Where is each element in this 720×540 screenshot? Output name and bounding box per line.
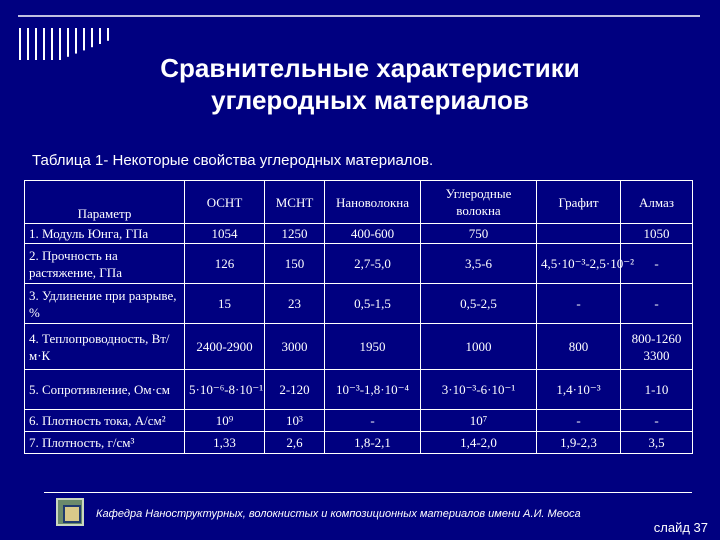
column-header: ОСНТ xyxy=(185,181,265,224)
decorative-lines xyxy=(0,0,720,60)
table-cell: 1054 xyxy=(185,224,265,244)
table-cell: 10⁹ xyxy=(185,410,265,432)
table-row xyxy=(25,432,693,454)
table-cell: - xyxy=(325,410,421,432)
table-cell: 3,5-6 xyxy=(421,244,537,284)
slide-title: Сравнительные характеристики углеродных материалов xyxy=(160,53,580,115)
table-cell: 800 xyxy=(537,324,621,370)
table-cell: 1050 xyxy=(621,224,693,244)
column-header: МСНТ xyxy=(265,181,325,224)
table-cell: 3,5 xyxy=(621,432,693,454)
table-cell: 0,5-2,5 xyxy=(421,284,537,324)
slide-number: слайд 37 xyxy=(653,520,708,535)
table-cell: 1,33 xyxy=(185,432,265,454)
table-cell: 1,4·10⁻³ xyxy=(537,370,621,410)
table-cell: 750 xyxy=(421,224,537,244)
table-header-row xyxy=(25,181,693,224)
footer-divider xyxy=(44,492,692,493)
table-cell: 800-1260 3300 xyxy=(621,324,693,370)
table-cell: 1950 xyxy=(325,324,421,370)
column-header-parameter: Параметр xyxy=(25,181,185,224)
table-cell: - xyxy=(621,410,693,432)
table-cell: 10⁷ xyxy=(421,410,537,432)
table-cell: 0,5-1,5 xyxy=(325,284,421,324)
table-cell: 1-10 xyxy=(621,370,693,410)
department-logo xyxy=(56,498,84,526)
table-cell: 4,5·10⁻³-2,5·10⁻² xyxy=(537,244,621,284)
table-cell: 150 xyxy=(265,244,325,284)
table-cell: 2-120 xyxy=(265,370,325,410)
table-cell: 23 xyxy=(265,284,325,324)
table-row xyxy=(25,284,693,324)
table-cell: 10³ xyxy=(265,410,325,432)
row-parameter-cell: 5. Сопротивление, Ом·см xyxy=(25,370,185,410)
table-cell: - xyxy=(537,410,621,432)
table-caption: Таблица 1- Некоторые свойства углеродных материалов. xyxy=(32,152,434,169)
table-cell: 2,6 xyxy=(265,432,325,454)
table-cell: 1,9-2,3 xyxy=(537,432,621,454)
table-row xyxy=(25,324,693,370)
table-cell: - xyxy=(537,284,621,324)
row-parameter-cell: 4. Теплопроводность, Вт/м·К xyxy=(25,324,185,370)
table-cell: 15 xyxy=(185,284,265,324)
table-row xyxy=(25,410,693,432)
table-row xyxy=(25,370,693,410)
row-parameter-cell: 6. Плотность тока, А/см² xyxy=(25,410,185,432)
table-cell: - xyxy=(621,284,693,324)
column-header: Нановолокна xyxy=(325,181,421,224)
column-header: Графит xyxy=(537,181,621,224)
table-cell: 3000 xyxy=(265,324,325,370)
row-parameter-cell: 7. Плотность, г/см³ xyxy=(25,432,185,454)
table-cell xyxy=(537,224,621,244)
table-cell: 10⁻³-1,8·10⁻⁴ xyxy=(325,370,421,410)
table-row xyxy=(25,224,693,244)
table-cell: 1,8-2,1 xyxy=(325,432,421,454)
table-body xyxy=(25,224,693,454)
table-row xyxy=(25,244,693,284)
table-cell: 1,4-2,0 xyxy=(421,432,537,454)
table-cell: 400-600 xyxy=(325,224,421,244)
row-parameter-cell: 2. Прочность на растяжение, ГПа xyxy=(25,244,185,284)
table-cell: - xyxy=(621,244,693,284)
row-parameter-cell: 3. Удлинение при разрыве, % xyxy=(25,284,185,324)
footer-department: Кафедра Наноструктурных, волокнистых и композиционных материалов имени А.И. Меоса xyxy=(96,508,581,520)
row-parameter-cell: 1. Модуль Юнга, ГПа xyxy=(25,224,185,244)
table-cell: 1000 xyxy=(421,324,537,370)
table-cell: 2,7-5,0 xyxy=(325,244,421,284)
column-header: Алмаз xyxy=(621,181,693,224)
column-header: Углеродные волокна xyxy=(421,181,537,224)
table-cell: 3·10⁻³-6·10⁻¹ xyxy=(421,370,537,410)
table-cell: 1250 xyxy=(265,224,325,244)
table-cell: 126 xyxy=(185,244,265,284)
table-cell: 2400-2900 xyxy=(185,324,265,370)
properties-table xyxy=(24,180,693,454)
table-cell: 5·10⁻⁶-8·10⁻¹ xyxy=(185,370,265,410)
